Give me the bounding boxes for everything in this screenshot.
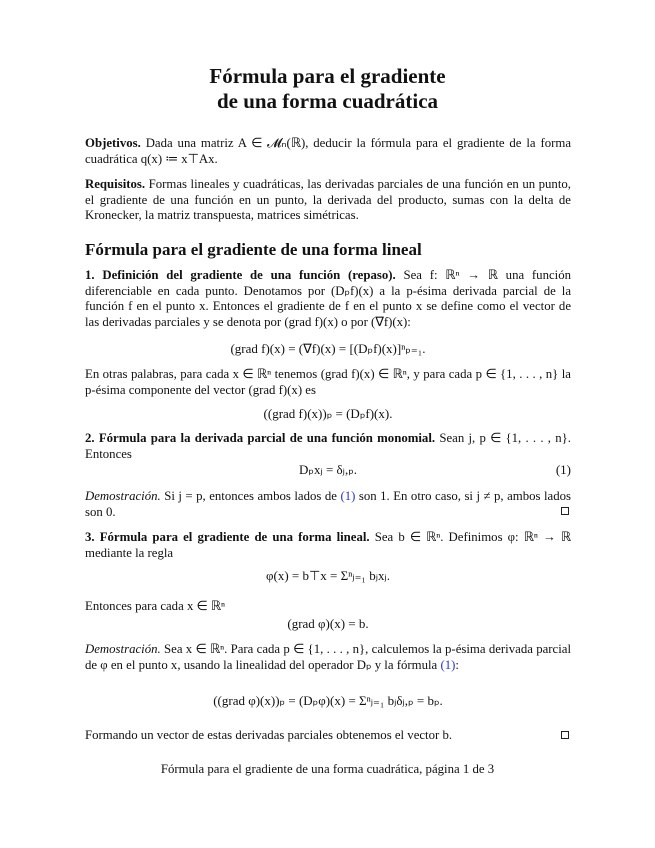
item-2-label: 2. Fórmula para la derivada parcial de una función monomial.	[85, 431, 436, 445]
linear-gradient-result-equation: (grad φ)(x) = b.	[287, 616, 369, 631]
title-line-2: de una forma cuadrática	[216, 89, 439, 113]
item-1-paragraph-2: En otras palabras, para cada x ∈ ℝⁿ tenemos (grad f)(x) ∈ ℝⁿ, y para cada p ∈ {1, . . . , n} la p-ésima componente del vector (grad f)(x) es	[85, 367, 571, 397]
title-line-1: Fórmula para el gradiente	[209, 64, 446, 88]
item-3-paragraph	[85, 530, 571, 561]
item-3-paragraph-2: Entonces para cada x ∈ ℝⁿ	[85, 599, 226, 613]
item-3-proof-text-b: :	[455, 657, 459, 672]
item-2-paragraph	[85, 431, 571, 462]
item-1-label: 1. Definición del gradiente de una función (repaso).	[85, 268, 396, 282]
equation-1-link[interactable]: (1)	[340, 489, 356, 503]
item-3-text: Sea b ∈ ℝⁿ. Definimos φ: ℝⁿ → ℝ mediante la regla	[85, 530, 572, 560]
requisitos-text: Formas lineales y cuadráticas, las derivadas parciales de una función en un punto, el gradiente de una función en un punto, la derivada del producto, sumas con la delta de Kronecker, la matriz transpuesta, matrices simétricas.	[85, 177, 571, 222]
page-footer: Fórmula para el gradiente de una forma cuadrática, página 1 de 3	[160, 762, 495, 776]
monomial-derivative-equation	[85, 462, 571, 478]
item-3-proof-text-a: Sea x ∈ ℝⁿ. Para cada p ∈ {1, . . . , n}, calculemos la p-ésima derivada parcial de φ en el punto x, usando la linealidad del operador Dₚ y la fórmula	[85, 642, 572, 672]
gradient-definition-equation: (grad f)(x) = (∇f)(x) = [(Dₚf)(x)]ⁿₚ₌₁.	[230, 341, 426, 356]
requisitos-paragraph	[85, 177, 571, 224]
objetivos-text: Dada una matriz A ∈ 𝓜ₙ(ℝ), deducir la fórmula para el gradiente de la forma cuadrática q(x) ≔ x⊤Ax.	[85, 136, 571, 166]
item-2-proof	[85, 489, 571, 520]
item-3-proof	[85, 642, 571, 673]
qed-square-icon	[561, 507, 569, 515]
item-1-text: Sea f: ℝⁿ → ℝ una función diferenciable en cada punto. Denotamos por (Dₚf)(x) a la p-ésima derivada parcial de la función f en el punto x. Entonces el gradiente de f en el punto x se define como el vector de las derivadas parciales y se denota por (grad f)(x) o por (∇f)(x):	[85, 268, 572, 329]
item-3-label: 3. Fórmula para el gradiente de una forma lineal.	[85, 530, 370, 544]
gradient-component-equation: ((grad f)(x))ₚ = (Dₚf)(x).	[263, 406, 393, 421]
item-2-proof-label: Demostración.	[85, 489, 161, 503]
equation-1-body: Dₚxⱼ = δⱼ,ₚ.	[298, 462, 358, 477]
page-title	[0, 64, 655, 114]
qed-square-icon-2	[561, 731, 569, 739]
item-3-proof-label: Demostración.	[85, 642, 161, 656]
item-3-closing: Formando un vector de estas derivadas parciales obtenemos el vector b.	[85, 728, 453, 742]
objetivos-paragraph	[85, 136, 571, 167]
objetivos-label: Objetivos.	[85, 136, 141, 150]
item-1-paragraph	[85, 268, 571, 330]
equation-1-number: (1)	[555, 462, 571, 477]
equation-1-link-2[interactable]: (1)	[440, 657, 456, 672]
section-heading: Fórmula para el gradiente de una forma lineal	[85, 240, 422, 259]
linear-form-equation: φ(x) = b⊤x = Σⁿⱼ₌₁ bⱼxⱼ.	[265, 568, 391, 583]
requisitos-label: Requisitos.	[85, 177, 146, 191]
item-2-proof-text-a: Si j = p, entonces ambos lados de	[164, 489, 337, 503]
item-2-proof-text-b: son 1. En otro caso, si j ≠ p, ambos lados son 0.	[85, 489, 572, 519]
item-2-text: Sean j, p ∈ {1, . . . , n}. Entonces	[85, 431, 571, 461]
partial-derivative-sum-equation: ((grad φ)(x))ₚ = (Dₚφ)(x) = Σⁿⱼ₌₁ bⱼδⱼ,ₚ = bₚ.	[213, 693, 443, 708]
